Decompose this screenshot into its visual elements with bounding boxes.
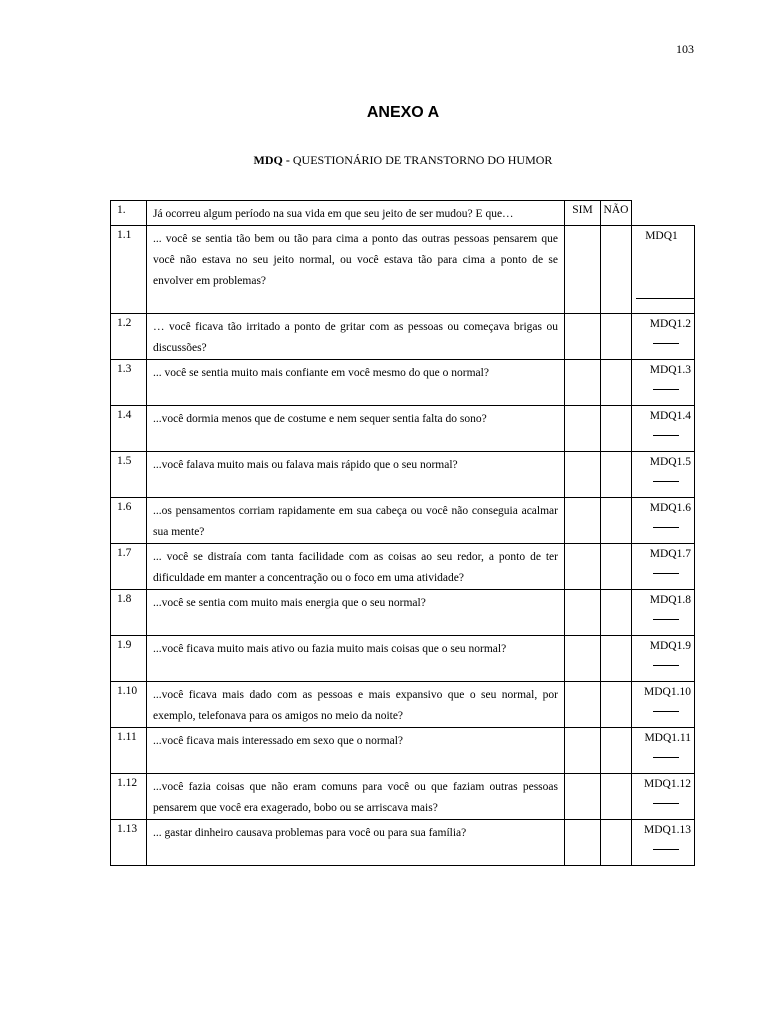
sim-answer-cell[interactable] [565, 544, 601, 590]
sim-answer-cell[interactable] [565, 682, 601, 728]
row-question: ...você falava muito mais ou falava mais rápido que o seu normal? [147, 452, 565, 498]
row-code [632, 636, 695, 682]
row-code [632, 498, 695, 544]
row-number: 1.4 [111, 406, 147, 452]
row-number: 1.2 [111, 314, 147, 360]
row-number: 1.10 [111, 682, 147, 728]
row-code [632, 590, 695, 636]
row-number: 1.12 [111, 774, 147, 820]
code-label: MDQ1.10 [644, 686, 691, 698]
table-row [111, 544, 695, 590]
code-answer-line[interactable] [632, 423, 691, 444]
nao-answer-cell[interactable] [601, 498, 632, 544]
row-question: ...você dormia menos que de costume e nem sequer sentia falta do sono? [147, 406, 565, 452]
row-code [632, 452, 695, 498]
nao-answer-cell[interactable] [601, 360, 632, 406]
header-number: 1. [111, 201, 147, 226]
nao-answer-cell[interactable] [601, 682, 632, 728]
row-code [632, 820, 695, 866]
row-question: ... você se sentia muito mais confiante em você mesmo do que o normal? [147, 360, 565, 406]
code-answer-line[interactable] [632, 745, 691, 766]
code-label: MDQ1.7 [649, 548, 691, 560]
code-label: MDQ1.12 [644, 778, 691, 790]
row-code [632, 226, 695, 314]
sim-answer-cell[interactable] [565, 498, 601, 544]
table-row [111, 226, 695, 314]
table-row [111, 820, 695, 866]
table-row [111, 406, 695, 452]
sim-answer-cell[interactable] [565, 636, 601, 682]
nao-answer-cell[interactable] [601, 774, 632, 820]
mdq-questionnaire-table [110, 200, 695, 866]
code-answer-line[interactable] [632, 331, 691, 352]
row-number: 1.3 [111, 360, 147, 406]
code-answer-line[interactable] [636, 298, 694, 299]
code-label: MDQ1.6 [649, 502, 691, 514]
code-label: MDQ1.11 [644, 732, 691, 744]
row-question: ...você ficava mais interessado em sexo que o normal? [147, 728, 565, 774]
row-question: ... gastar dinheiro causava problemas para você ou para sua família? [147, 820, 565, 866]
row-question: ...você ficava muito mais ativo ou fazia muito mais coisas que o seu normal? [147, 636, 565, 682]
table-row [111, 452, 695, 498]
row-code [632, 360, 695, 406]
table-row [111, 590, 695, 636]
code-answer-line[interactable] [632, 469, 691, 490]
row-question: ...os pensamentos corriam rapidamente em sua cabeça ou você não conseguia acalmar sua mente? [147, 498, 565, 544]
code-label: MDQ1.3 [649, 364, 691, 376]
code-answer-line[interactable] [632, 561, 691, 582]
row-code [632, 682, 695, 728]
code-answer-line[interactable] [632, 791, 691, 812]
header-code-empty [632, 201, 695, 226]
sim-answer-cell[interactable] [565, 590, 601, 636]
nao-answer-cell[interactable] [601, 226, 632, 314]
nao-answer-cell[interactable] [601, 728, 632, 774]
row-question: ... você se distraía com tanta facilidade com as coisas ao seu redor, a ponto de ter dificuldade em manter a concentração ou o foco em uma atividade? [147, 544, 565, 590]
nao-answer-cell[interactable] [601, 590, 632, 636]
questionnaire-subtitle [0, 153, 768, 168]
table-row [111, 774, 695, 820]
nao-answer-cell[interactable] [601, 820, 632, 866]
table-row [111, 360, 695, 406]
annex-title: ANEXO A [366, 104, 440, 121]
row-code [632, 728, 695, 774]
row-question: ...você ficava mais dado com as pessoas e mais expansivo que o seu normal, por exemplo, telefonava para os amigos no meio da noite? [147, 682, 565, 728]
page-number: 103 [676, 42, 694, 56]
row-code [632, 314, 695, 360]
row-number: 1.5 [111, 452, 147, 498]
header-question: Já ocorreu algum período na sua vida em que seu jeito de ser mudou? E que… [147, 201, 565, 226]
header-nao: NÃO [601, 201, 632, 226]
code-answer-line[interactable] [632, 699, 691, 720]
code-label: MDQ1.5 [649, 456, 691, 468]
sim-answer-cell[interactable] [565, 406, 601, 452]
header-sim: SIM [565, 201, 601, 226]
code-label: MDQ1.9 [649, 640, 691, 652]
row-number: 1.7 [111, 544, 147, 590]
nao-answer-cell[interactable] [601, 544, 632, 590]
table-row [111, 636, 695, 682]
nao-answer-cell[interactable] [601, 406, 632, 452]
sim-answer-cell[interactable] [565, 226, 601, 314]
code-label: MDQ1.2 [649, 318, 691, 330]
subtitle-text: QUESTIONÁRIO DE TRANSTORNO DO HUMOR [289, 153, 553, 167]
row-number: 1.6 [111, 498, 147, 544]
code-answer-line[interactable] [632, 377, 691, 398]
code-answer-line[interactable] [632, 653, 691, 674]
sim-answer-cell[interactable] [565, 774, 601, 820]
code-label: MDQ1.13 [644, 824, 691, 836]
code-answer-line[interactable] [632, 515, 691, 536]
row-number: 1.13 [111, 820, 147, 866]
row-code [632, 406, 695, 452]
code-label: MDQ1 [645, 230, 678, 242]
sim-answer-cell[interactable] [565, 452, 601, 498]
row-code [632, 774, 695, 820]
table-row [111, 314, 695, 360]
nao-answer-cell[interactable] [601, 452, 632, 498]
code-answer-line[interactable] [632, 607, 691, 628]
row-code [632, 544, 695, 590]
nao-answer-cell[interactable] [601, 636, 632, 682]
subtitle-abbrev: MDQ - [253, 153, 290, 167]
row-question: ... você se sentia tão bem ou tão para cima a ponto das outras pessoas pensarem que você não estava no seu jeito normal, ou você estava tão para cima a ponto de se envolver em problemas? [147, 226, 565, 314]
code-answer-line[interactable] [632, 837, 691, 858]
table-row [111, 728, 695, 774]
sim-answer-cell[interactable] [565, 360, 601, 406]
sim-answer-cell[interactable] [565, 314, 601, 360]
code-label: MDQ1.8 [649, 594, 691, 606]
row-number: 1.1 [111, 226, 147, 314]
sim-answer-cell[interactable] [565, 728, 601, 774]
sim-answer-cell[interactable] [565, 820, 601, 866]
code-label: MDQ1.4 [649, 410, 691, 422]
row-question: ...você fazia coisas que não eram comuns para você ou que faziam outras pessoas pensarem que você era exagerado, bobo ou se arriscava mais? [147, 774, 565, 820]
nao-answer-cell[interactable] [601, 314, 632, 360]
row-number: 1.11 [111, 728, 147, 774]
row-number: 1.8 [111, 590, 147, 636]
row-question: … você ficava tão irritado a ponto de gritar com as pessoas ou começava brigas ou discussões? [147, 314, 565, 360]
table-row [111, 498, 695, 544]
row-question: ...você se sentia com muito mais energia que o seu normal? [147, 590, 565, 636]
table-header-row [111, 201, 695, 226]
row-number: 1.9 [111, 636, 147, 682]
table-row [111, 682, 695, 728]
